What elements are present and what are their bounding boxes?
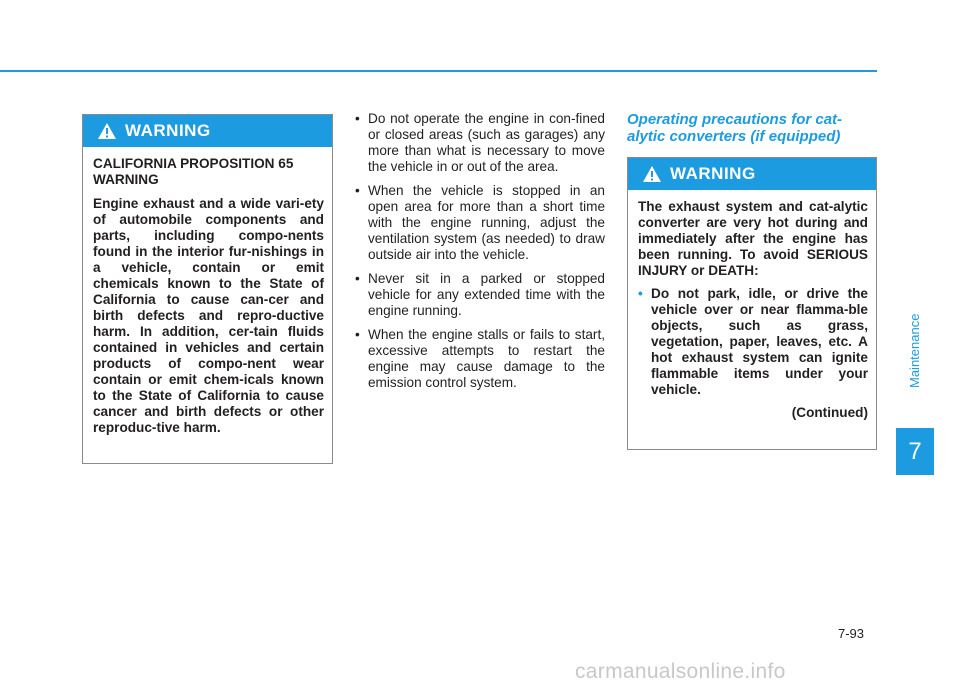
top-rule [0, 70, 877, 72]
list-item: • Never sit in a parked or stopped vehicle for any extended time with the engine running. [355, 271, 605, 318]
list-item: • Do not park, idle, or drive the vehicle over or near flamma-ble objects, such as grass, vegetation, paper, leaves, etc. A hot exhaust system can ignite flammable items under your vehicle. [638, 286, 868, 397]
bullet-dot: • [355, 111, 360, 126]
precautions-list [355, 111, 605, 399]
watermark: carmanualsonline.info [575, 660, 786, 683]
chapter-side-label: Maintenance [907, 313, 922, 388]
warning-header-label: WARNING [125, 121, 211, 140]
california-warning-box [82, 114, 333, 464]
list-item: • When the vehicle is stopped in an open area for more than a short time with the engine running, adjust the ventilation system (as needed) to draw outside air into the vehicle. [355, 183, 605, 262]
chapter-number: 7 [908, 437, 922, 465]
warning-header-label: WARNING [670, 164, 756, 183]
section-title: Operating precautions for cat-alytic converters (if equipped) [627, 111, 843, 145]
warning-triangle-icon [642, 165, 662, 183]
bullet-dot: • [638, 286, 643, 301]
continued-label: (Continued) [791, 405, 868, 420]
catalytic-converter-warning-box [627, 157, 877, 450]
bullet-dot: • [355, 183, 360, 198]
warning-header [83, 115, 332, 147]
warning-intro: The exhaust system and cat-alytic converter are very hot during and immediately after the engine has been running. To avoid SERIOUS INJURY or DEATH: [638, 199, 868, 278]
warning-title: CALIFORNIA PROPOSITION 65 WARNING [93, 156, 294, 187]
page-number: 7-93 [838, 626, 865, 641]
chapter-tab [896, 428, 934, 475]
warning-triangle-icon [97, 122, 117, 140]
warning-header [628, 158, 876, 190]
list-item: • When the engine stalls or fails to start, excessive attempts to restart the engine may cause damage to the emission control system. [355, 327, 605, 390]
warning-body-text: Engine exhaust and a wide vari-ety of automobile components and parts, including compo-nents found in the interior fur-nishings in a vehicle, contain or emit chemicals known to the State of California to cause can-cer and birth defects and repro-ductive harm. In addition, cer-tain fluids contained in vehicles and certain products of compo-nent wear contain or emit chem-icals known to the State of California to cause cancer and birth defects or other reproduc-tive harm. [93, 196, 324, 435]
list-item: • Do not operate the engine in con-fined or closed areas (such as garages) any more than what is necessary to move the vehicle in or out of the area. [355, 111, 605, 174]
bullet-dot: • [355, 271, 360, 286]
bullet-dot: • [355, 327, 360, 342]
